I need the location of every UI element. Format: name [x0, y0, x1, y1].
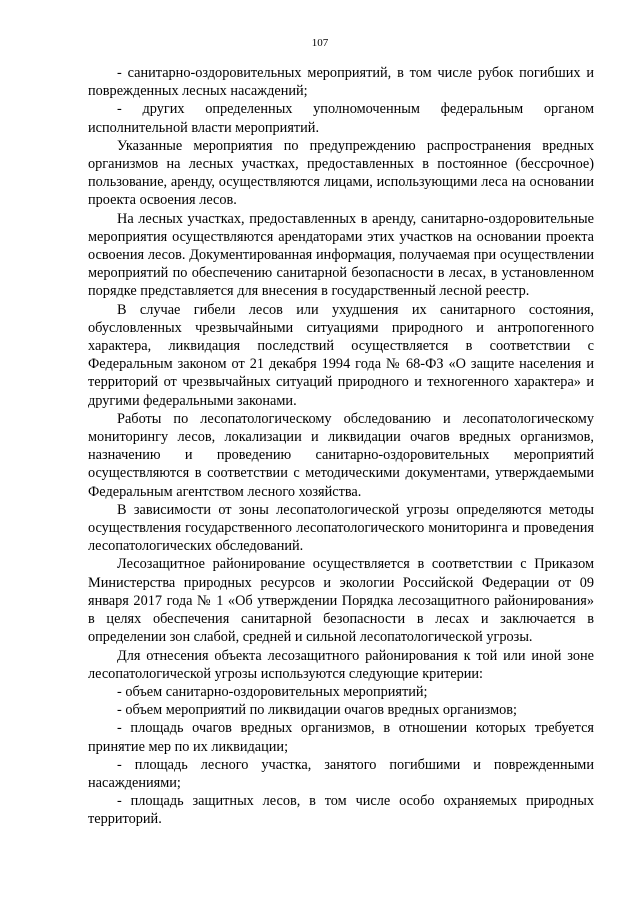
paragraph: В зависимости от зоны лесопатологической угрозы определяются методы осуществления государственного лесопатологического мониторинга и проведения лесопатологических обследований. — [88, 501, 594, 555]
paragraph: Для отнесения объекта лесозащитного районирования к той или иной зоне лесопатологической угрозы используются следующие критерии: — [88, 647, 594, 682]
list-item: - площадь защитных лесов, в том числе особо охраняемых природных территорий. — [88, 793, 594, 828]
paragraph: Указанные мероприятия по предупреждению распространения вредных организмов на лесных участках, предоставленных в постоянное (бессрочное) пользование, аренду, осуществляются лицами, использующими леса на основании проекта освоения лесов. — [88, 137, 594, 209]
list-item: - объем санитарно-оздоровительных мероприятий; — [117, 683, 428, 700]
document-body — [88, 64, 594, 829]
paragraph: В случае гибели лесов или ухудшения их санитарного состояния, обусловленных чрезвычайными ситуациями природного и антропогенного характера, ликвидация последствий осуществляется в соответствии с Федеральным законом от 21 декабря 1994 года № 68-ФЗ «О защите населения и территорий от чрезвычайных ситуаций природного и техногенного характера» и другими федеральными законами. — [88, 301, 594, 409]
paragraph: Работы по лесопатологическому обследованию и лесопатологическому мониторингу лесов, локализации и ликвидации очагов вредных организмов, назначению и проведению санитарно-оздоровительных мероприятий осуществляются в соответствии с методическими документами, утверждаемыми Федеральным агентством лесного хозяйства. — [88, 410, 594, 500]
list-item: - площадь очагов вредных организмов, в отношении которых требуется принятие мер по их ликвидации; — [88, 720, 594, 755]
list-item: - объем мероприятий по ликвидации очагов вредных организмов; — [117, 702, 518, 719]
paragraph: На лесных участках, предоставленных в аренду, санитарно-оздоровительные мероприятия осуществляются арендаторами этих участков на основании проекта освоения лесов. Документированная информация, получаемая при осуществлении мероприятий по обеспечению санитарной безопасности в лесах, в установленном порядке представляется для внесения в государственный лесной реестр. — [88, 210, 594, 300]
list-item: - площадь лесного участка, занятого погибшими и поврежденными насаждениями; — [88, 756, 594, 791]
list-item: - других определенных уполномоченным федеральным органом исполнительной власти мероприятий. — [88, 101, 594, 136]
paragraph: Лесозащитное районирование осуществляется в соответствии с Приказом Министерства природных ресурсов и экологии Российской Федерации от 09 января 2017 года № 1 «Об утверждении Порядка лесозащитного районирования» в целях обеспечения санитарной безопасности в лесах и заключается в определении зон слабой, средней и сильной лесопатологической угрозы. — [88, 556, 594, 646]
list-item: - санитарно-оздоровительных мероприятий, в том числе рубок погибших и поврежденных лесных насаждений; — [88, 65, 594, 100]
page-number: 107 — [311, 37, 329, 49]
